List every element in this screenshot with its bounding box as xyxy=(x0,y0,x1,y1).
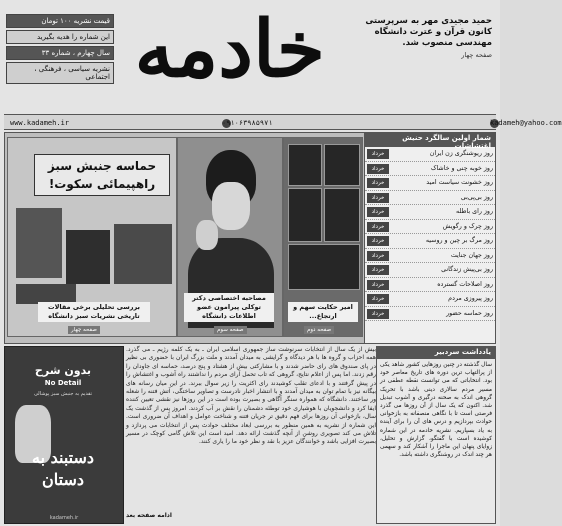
date-badge: خرداد xyxy=(367,222,389,232)
poster-slogan: دستبند به دستان xyxy=(31,448,94,489)
newspaper-logo: خادمه xyxy=(134,4,325,95)
contents-item[interactable]: خرداد روز حماسه حضور xyxy=(365,307,495,322)
collage-panel-leader[interactable] xyxy=(177,137,283,337)
date-badge: خرداد xyxy=(367,309,389,319)
protest-photo xyxy=(16,208,62,278)
poster-subtitle: تقدیم به جنبش سبز پوشالی xyxy=(33,391,92,397)
page-tag: صفحه دوم xyxy=(304,326,334,334)
event-photo xyxy=(324,144,360,186)
panel-caption: مصاحبه اختصاصی دکتر توکلی پیرامون عضو اطلاعات دانشگاه xyxy=(184,293,274,322)
date-badge: خرداد xyxy=(367,164,389,174)
top-headline-block xyxy=(342,16,492,59)
date-badge: خرداد xyxy=(367,193,389,203)
price-label: قیمت نشریه ۱۰۰ تومان xyxy=(6,14,114,28)
poster-footer: kadameh.ir xyxy=(49,515,79,521)
leader-hand xyxy=(196,220,218,250)
collage-slogan: حماسه جنبش سبز راهپیمائی سکوت! xyxy=(34,154,170,196)
poster-title: بدون شرح xyxy=(34,364,92,377)
contents-item[interactable]: خرداد روز مرگ بر چین و روسیه xyxy=(365,234,495,249)
main-article xyxy=(126,346,376,522)
contents-item[interactable]: خرداد روز خشونت سیاست امید xyxy=(365,176,495,191)
poster-title-en: No Detail xyxy=(44,379,82,387)
event-photo xyxy=(288,144,322,186)
date-badge: خرداد xyxy=(367,178,389,188)
event-photo xyxy=(324,188,360,242)
contents-header: شمار اولین سالگرد حنیش اغتشاشات xyxy=(365,133,495,147)
collage-panel-events[interactable] xyxy=(283,137,363,337)
no-comment-poster xyxy=(4,346,124,524)
date-badge: خرداد xyxy=(367,294,389,304)
contents-item[interactable]: خرداد روز بی‌پیش زندگانی xyxy=(365,263,495,278)
page-tag: صفحه سوم xyxy=(214,326,247,334)
contents-item[interactable]: خرداد روز اصلاحات گسترده xyxy=(365,278,495,293)
contents-item[interactable]: خرداد روز پیروزی مردم xyxy=(365,292,495,307)
crowd-photo xyxy=(16,284,76,304)
front-page-collage xyxy=(4,132,366,344)
leader-face xyxy=(212,182,250,230)
contents-item[interactable]: خرداد روز جهان جنایت xyxy=(365,249,495,264)
date-badge: خرداد xyxy=(367,265,389,275)
date-badge: خرداد xyxy=(367,236,389,246)
issue-note: این شماره را هدیه بگیرید xyxy=(6,30,114,44)
date-badge: خرداد xyxy=(367,149,389,159)
contents-item[interactable]: خرداد روز خوبه چنی و خاشاک xyxy=(365,162,495,177)
panel-caption: بررسی تحلیلی برخی مقالات تاریخی نشریات سبز دانشگاه xyxy=(38,302,150,322)
issue-info-block xyxy=(6,14,114,86)
contents-item[interactable]: خرداد روز چرک و رگویش xyxy=(365,220,495,235)
editorial-body: سال گذشته در چنین روزهایی کشور شاهد یکی از پرالتهاب ترین دوره های تاریخ معاصر خود بود. انتخاباتی که می توانست نقطه عطفی در مسیر مردم سالاری دینی باشد با تحریک گروهی اندک به صحنه درگیری و آشوب تبدیل شد. اکنون که یک سال از آن روزها می گذرد فرصتی است تا با نگاهی منصفانه به بازخوانی حوادث بپردازیم و درس های آن را برای آینده به یاد بسپاریم. نشریه خادمه در این شماره کوشیده است با گفتگو، گزارش و تحلیل، زوایای پنهان این ماجرا را آشکار کند و سهمی هر چند اندک در روشنگری داشته باشد. xyxy=(380,362,492,459)
date-badge: خرداد xyxy=(367,207,389,217)
event-photo xyxy=(288,244,360,290)
tagline: نشریه سیاسی ، فرهنگی ، اجتماعی xyxy=(6,62,114,84)
contents-item[interactable]: خرداد روز رای باطله xyxy=(365,205,495,220)
top-headline[interactable]: حمید مجیدی مهر به سرپرستی کانون قرآن و عترت دانشگاه مهندسی منصوب شد. xyxy=(365,16,492,48)
page-tag: صفحه چهار xyxy=(68,326,100,334)
masthead xyxy=(0,0,500,100)
contact-bar: www.kadameh.ir ۰۹۱۰۶۳۹۸۵۹۷۱ kadameh@yahoo.com xyxy=(4,114,496,130)
contents-column xyxy=(364,132,496,344)
continued-link[interactable]: ادامه صفحه بعد xyxy=(126,512,376,519)
date-badge: خرداد xyxy=(367,280,389,290)
editorial-column xyxy=(376,346,496,524)
protest-photo xyxy=(66,230,110,284)
article-body: بیش از یک سال از انتخابات سرنوشت ساز جمهوری اسلامی ایران ـ به یک کلمه رژیم ـ می گذرد. همه احزاب و گروه ها با هر دیدگاه و گرایشی به میدان آمدند و ملت بزرگ ایران با حضوری بی نظیر در پای صندوق های رای حاضر شدند و با مشارکتی بیش از هشتاد و پنج درصد، حماسه ای جاودان را رقم زدند. اما پس از اعلام نتایج، گروهی که تاب تحمل آرای مردم را نداشتند راه آشوب و اغتشاش را در پیش گرفتند و با ادعای تقلب کوشیدند رای اکثریت را زیر سوال ببرند. در این میان رسانه های بیگانه نیز با تمام توان به میدان آمدند و با انتشار اخبار نادرست و تصاویر ساختگی، آتش فتنه را شعله ور ساختند. دانشگاه که همواره سنگر آگاهی و بصیرت بوده است در این روزها نیز نقشی تعیین کننده ایفا کرد و دانشجویان با هوشیاری خود توطئه دشمنان را نقش بر آب کردند. امروز پس از گذشت یک سال، بازخوانی آن روزها برای فهم دقیق تر جریان فتنه و شناخت عوامل و اهداف آن ضروری است. این شماره از نشریه به همین منظور به بررسی ابعاد مختلف حوادث پس از انتخابات می پردازد و تلاش می کند تصویری روشن از آنچه گذشت ارائه دهد. امید است این تلاش گامی کوچک در مسیر بصیرت افزایی باشد و خوانندگان عزیز با نقد و نظر خود ما را یاری کنند. xyxy=(126,346,376,446)
event-photo xyxy=(288,188,322,242)
panel-caption: امیر حکایت سهم و ارتجاع... xyxy=(288,302,358,322)
editorial-header: یادداشت سردبیر xyxy=(377,347,495,359)
portrait-photo xyxy=(114,224,172,284)
collage-panel-green-movement[interactable] xyxy=(7,137,177,337)
contents-item[interactable]: خرداد روز ریوشنگری زن ایران xyxy=(365,147,495,162)
headline-page-ref: صفحه چهار xyxy=(461,51,492,59)
contents-item[interactable]: خرداد روز بی‌پی‌بی xyxy=(365,191,495,206)
date-badge: خرداد xyxy=(367,251,389,261)
issue-number: سال چهارم ، شماره ۳۳ xyxy=(6,46,114,60)
